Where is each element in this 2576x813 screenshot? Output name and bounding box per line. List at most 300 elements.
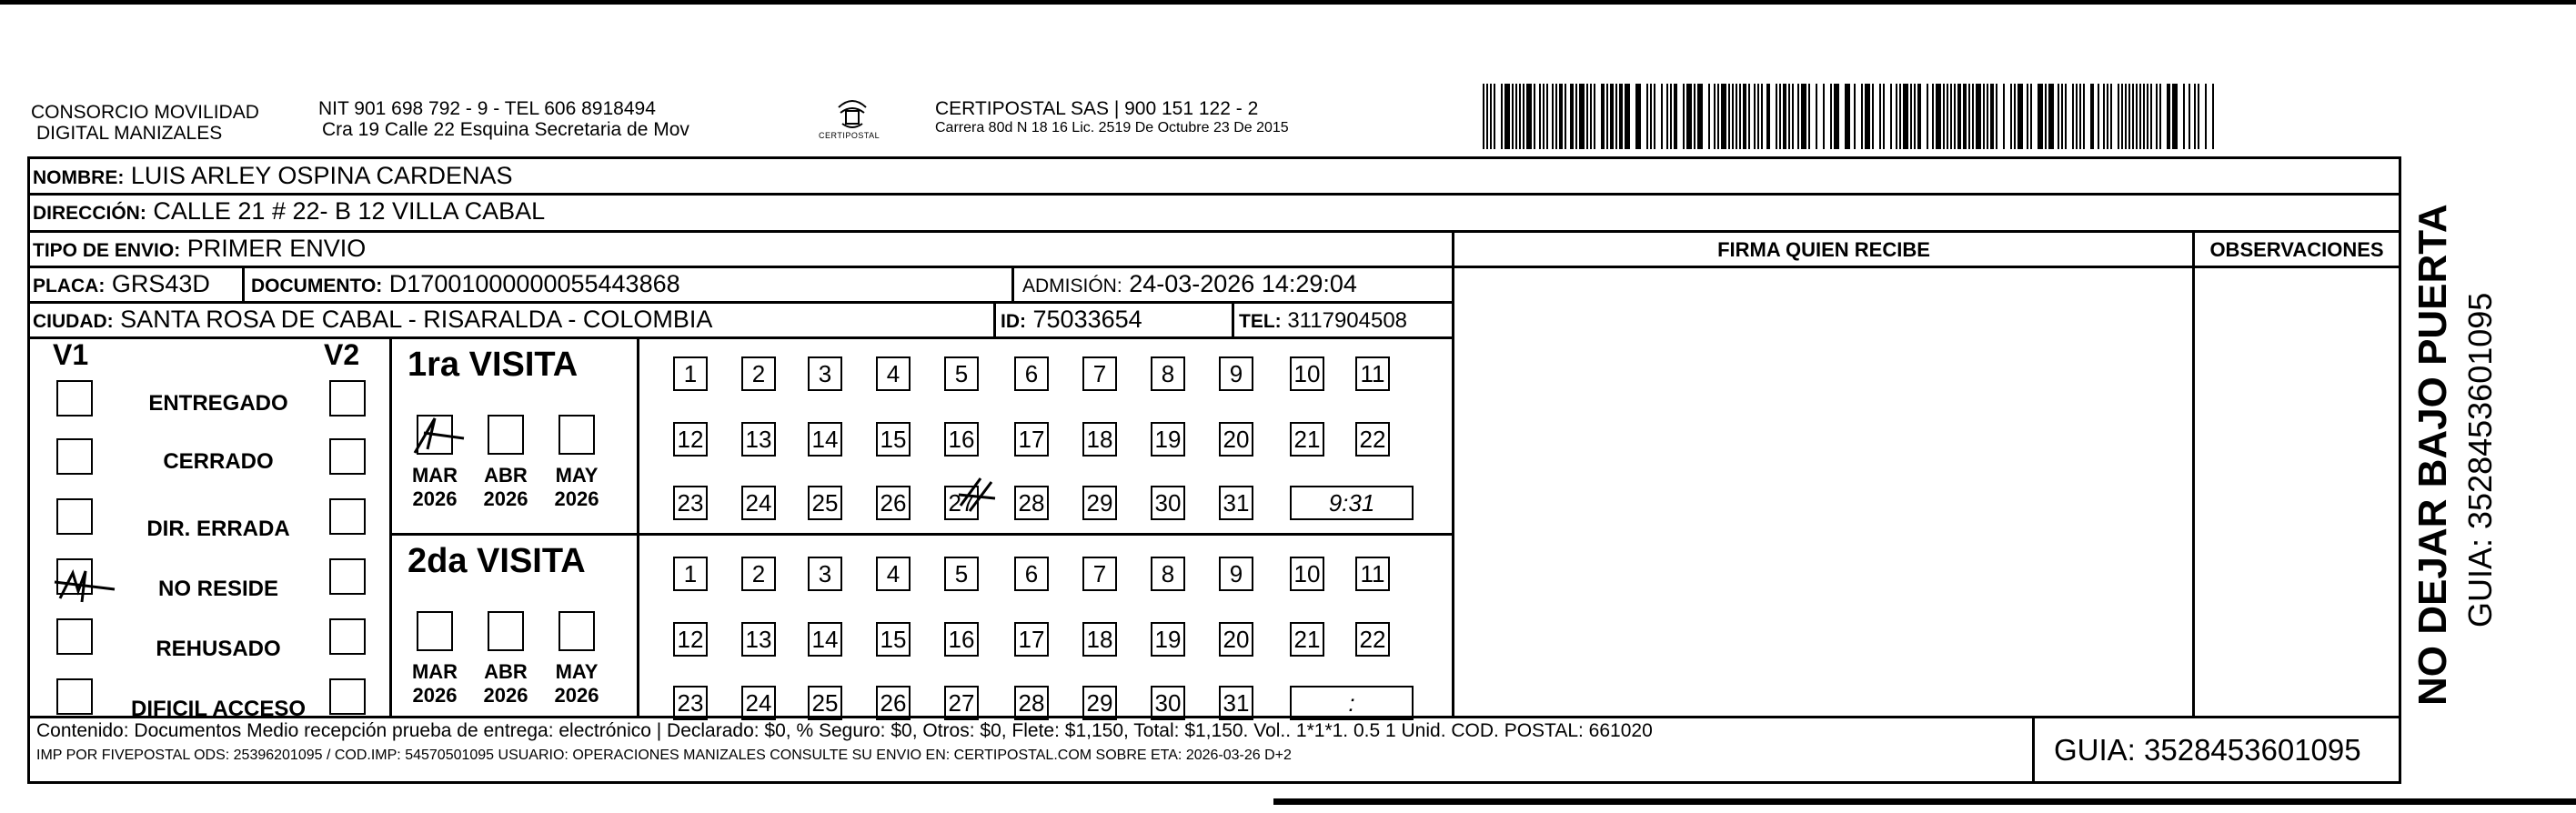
- barcode-bar: [2079, 84, 2081, 149]
- barcode-bar: [1834, 84, 1839, 149]
- barcode-bar: [1635, 84, 1641, 149]
- first-visit-title: 1ra VISITA: [408, 346, 579, 384]
- v1-checkbox[interactable]: [56, 618, 93, 655]
- handwritten-check-no-reside: [51, 555, 124, 609]
- barcode-bar: [1872, 84, 1874, 149]
- observaciones-header: OBSERVACIONES: [2209, 238, 2384, 261]
- month-name: MAY: [555, 660, 599, 683]
- barcode-bar: [1694, 84, 1696, 149]
- barcode-bar: [1947, 84, 1948, 149]
- day-box[interactable]: 24: [741, 486, 776, 520]
- barcode-bar: [1601, 84, 1605, 149]
- barcode-bar: [2045, 84, 2047, 149]
- barcode-bar: [1890, 84, 1892, 149]
- barcode-bar: [1650, 84, 1652, 149]
- barcode-bar: [1808, 84, 1810, 149]
- barcode-bar: [1779, 84, 1781, 149]
- barcode-bar: [1486, 84, 1488, 149]
- tel-value: 3117904508: [1287, 308, 1408, 333]
- month-checkbox[interactable]: [417, 611, 453, 651]
- barcode-bar: [1501, 84, 1503, 149]
- day-box[interactable]: 10: [1290, 356, 1324, 391]
- month-year: 2026: [412, 487, 458, 510]
- barcode-bar: [1534, 84, 1535, 149]
- day-box[interactable]: 29: [1082, 486, 1117, 520]
- barcode-bar: [2048, 84, 2054, 149]
- month-year: 2026: [483, 487, 528, 510]
- day-box[interactable]: 31: [1219, 686, 1253, 720]
- logo-text: CERTIPOSTAL: [819, 131, 880, 140]
- barcode-bar: [1914, 84, 1916, 149]
- barcode-bar: [1957, 84, 1961, 149]
- barcode-bar: [2018, 84, 2023, 149]
- barcode-bar: [1936, 84, 1941, 149]
- day-box[interactable]: 8: [1151, 356, 1185, 391]
- id-label: ID:: [1001, 311, 1026, 332]
- v2-checkbox[interactable]: [329, 498, 366, 535]
- bottom-edge: [1273, 798, 2576, 805]
- cell-divider: [1232, 301, 1234, 336]
- nombre-row: [33, 160, 513, 194]
- day-box[interactable]: 15: [876, 622, 911, 657]
- day-box[interactable]: 25: [808, 486, 842, 520]
- nit-info: [318, 98, 689, 140]
- row-divider: [27, 336, 1452, 339]
- barcode-bar: [2083, 84, 2085, 149]
- ciudad-label: CIUDAD:: [33, 311, 114, 332]
- barcode-bar: [1854, 84, 1856, 149]
- barcode-bar: [2118, 84, 2119, 149]
- month-label: [406, 660, 464, 708]
- barcode-bar: [2128, 84, 2130, 149]
- barcode-bar: [2194, 84, 2196, 149]
- barcode-bar: [1515, 84, 1517, 149]
- day-box[interactable]: 6: [1014, 557, 1049, 591]
- month-checkbox[interactable]: [488, 611, 524, 651]
- carrier-info: [935, 98, 1289, 137]
- day-box[interactable]: 9: [1219, 356, 1253, 391]
- barcode-bar: [1708, 84, 1710, 149]
- admision-value: 24-03-2026 14:29:04: [1129, 270, 1357, 297]
- day-box[interactable]: 8: [1151, 557, 1185, 591]
- day-box[interactable]: 3: [808, 557, 842, 591]
- barcode-bar: [1683, 84, 1685, 149]
- company-line2: DIGITAL MANIZALES: [36, 123, 223, 144]
- tipo-value: PRIMER ENVIO: [186, 235, 367, 262]
- documento-row: [251, 268, 680, 302]
- direccion-label: DIRECCIÓN:: [33, 203, 146, 224]
- barcode-bar: [1830, 84, 1832, 149]
- barcode-bar: [1610, 84, 1614, 149]
- barcode-bar: [1816, 84, 1817, 149]
- month-name: ABR: [484, 660, 528, 683]
- barcode-bar: [1494, 84, 1495, 149]
- day-box[interactable]: 31: [1219, 486, 1253, 520]
- month-name: MAR: [411, 464, 458, 487]
- barcode-bar: [1754, 84, 1756, 149]
- barcode-bar: [2061, 84, 2063, 149]
- month-checkbox[interactable]: [558, 415, 595, 455]
- barcode-bar: [1968, 84, 1970, 149]
- barcode-bar: [1903, 84, 1908, 149]
- barcode-bar: [1943, 84, 1945, 149]
- day-box[interactable]: 12: [673, 422, 708, 457]
- footer-line1: Contenido: Documentos Medio recepción prueba de entrega: electrónico | Declarado: $0, % Seguro: $0, Otros: $0, Flete: $1,150, Total: $1,150. Vol.. 1*1*1. 0.5 1 Unid. COD. POSTAL: 661020: [36, 720, 1653, 741]
- barcode-bar: [1555, 84, 1557, 149]
- barcode-bar: [2072, 84, 2074, 149]
- day-box[interactable]: 6: [1014, 356, 1049, 391]
- tel-row: [1239, 306, 1407, 337]
- day-box[interactable]: 29: [1082, 686, 1117, 720]
- barcode-bar: [2198, 84, 2199, 149]
- barcode-bar: [1761, 84, 1763, 149]
- direccion-value: CALLE 21 # 22- B 12 VILLA CABAL: [153, 197, 546, 225]
- day-box[interactable]: 20: [1219, 622, 1253, 657]
- barcode-bar: [1801, 84, 1806, 149]
- month-label: [477, 660, 535, 708]
- barcode-bar: [1697, 84, 1703, 149]
- barcode-bar: [1543, 84, 1545, 149]
- barcode-bar: [1721, 84, 1726, 149]
- barcode-bar: [1983, 84, 1985, 149]
- cell-divider: [993, 301, 996, 336]
- barcode-bar: [1996, 84, 1997, 149]
- nombre-label: NOMBRE:: [33, 167, 125, 188]
- barcode-bar: [2014, 84, 2016, 149]
- day-box[interactable]: 4: [876, 557, 911, 591]
- id-value: 75033654: [1032, 306, 1142, 333]
- obs-column-divider: [2192, 230, 2195, 716]
- v2-checkbox[interactable]: [329, 380, 366, 417]
- barcode-bar: [1565, 84, 1566, 149]
- barcode-bar: [1512, 84, 1514, 149]
- barcode-bar: [1932, 84, 1934, 149]
- barcode-bar: [1728, 84, 1730, 149]
- v1-checkbox[interactable]: [56, 438, 93, 475]
- barcode-bar: [1954, 84, 1956, 149]
- v2-header: V2: [324, 338, 360, 371]
- barcode-bar: [1606, 84, 1608, 149]
- footer-line2: IMP POR FIVEPOSTAL ODS: 25396201095 / COD.IMP: 54570501095 USUARIO: OPERACIONES MANIZALES CONSULTE SU ENVIO EN: CERTIPOSTAL.COM SOBRE ETA: 2026-03-26 D+2: [36, 748, 1292, 763]
- day-box[interactable]: 3: [808, 356, 842, 391]
- month-name: ABR: [484, 464, 528, 487]
- handwritten-check-mar: [408, 407, 471, 462]
- direccion-row: [33, 196, 545, 229]
- v2-checkbox[interactable]: [329, 438, 366, 475]
- day-box[interactable]: 22: [1355, 622, 1390, 657]
- day-box[interactable]: 11: [1355, 356, 1390, 391]
- day-box[interactable]: 11: [1355, 557, 1390, 591]
- barcode-bar: [2090, 84, 2094, 149]
- day-box[interactable]: 23: [673, 686, 708, 720]
- status-label: NO RESIDE: [157, 577, 279, 601]
- admision-row: [1022, 268, 1357, 302]
- v1-checkbox[interactable]: [56, 498, 93, 535]
- barcode-bar: [2189, 84, 2190, 149]
- nit-line2: Cra 19 Calle 22 Esquina Secretaria de Mov: [322, 119, 689, 140]
- status-label: ENTREGADO: [148, 391, 288, 416]
- barcode-bar: [2038, 84, 2043, 149]
- month-year: 2026: [412, 684, 458, 707]
- status-divider: [389, 336, 392, 716]
- barcode-bar: [1743, 84, 1746, 149]
- footer-divider: [27, 716, 2401, 718]
- barcode-bar: [1570, 84, 1574, 149]
- column-header-divider: [1452, 266, 2401, 268]
- month-name: MAR: [411, 660, 458, 683]
- month-label: [406, 464, 464, 511]
- cell-divider: [242, 266, 245, 301]
- day-box[interactable]: 28: [1014, 686, 1049, 720]
- day-box[interactable]: 28: [1014, 486, 1049, 520]
- company-name: [31, 102, 259, 144]
- barcode-bar: [1594, 84, 1595, 149]
- time-box[interactable]: :: [1290, 686, 1414, 720]
- barcode-bar: [1776, 84, 1777, 149]
- second-visit-title: 2da VISITA: [408, 542, 586, 580]
- barcode-bar: [1586, 84, 1588, 149]
- barcode-bar: [1523, 84, 1524, 149]
- footer-guia: GUIA: 3528453601095: [2054, 733, 2361, 767]
- month-year: 2026: [554, 684, 599, 707]
- month-label: [548, 464, 606, 511]
- barcode-bar: [1950, 84, 1952, 149]
- day-box[interactable]: 17: [1014, 622, 1049, 657]
- tipo-label: TIPO DE ENVIO:: [33, 240, 181, 261]
- handwritten-mark-day27: [955, 473, 1001, 518]
- barcode-bar: [2143, 84, 2145, 149]
- barcode-bar: [1899, 84, 1901, 149]
- visit-separator: [389, 533, 1452, 536]
- v1-header: V1: [53, 338, 89, 371]
- day-box[interactable]: 27: [944, 686, 979, 720]
- month-year: 2026: [483, 684, 528, 707]
- day-box[interactable]: 23: [673, 486, 708, 520]
- day-box[interactable]: 21: [1290, 622, 1324, 657]
- cell-divider: [1011, 266, 1014, 301]
- barcode-bar: [1963, 84, 1967, 149]
- month-label: [477, 464, 535, 511]
- status-label: CERRADO: [163, 449, 274, 474]
- barcode-bar: [2136, 84, 2138, 149]
- barcode-bar: [1783, 84, 1786, 149]
- day-box[interactable]: 2: [741, 356, 776, 391]
- barcode-bar: [1797, 84, 1799, 149]
- barcode-bar: [2205, 84, 2207, 149]
- barcode: [1483, 84, 2219, 149]
- barcode-bar: [1666, 84, 1668, 149]
- day-box[interactable]: 14: [808, 622, 842, 657]
- barcode-bar: [1504, 84, 1510, 149]
- month-name: MAY: [555, 464, 599, 487]
- side-guia: GUIA: 3528453601095: [2461, 292, 2499, 627]
- firma-header: FIRMA QUIEN RECIBE: [1717, 238, 1930, 261]
- day-box[interactable]: 7: [1082, 557, 1117, 591]
- month-year: 2026: [554, 487, 599, 510]
- barcode-bar: [1590, 84, 1592, 149]
- day-box[interactable]: 7: [1082, 356, 1117, 391]
- barcode-bar: [2172, 84, 2178, 149]
- barcode-bar: [1736, 84, 1737, 149]
- day-box[interactable]: 16: [944, 622, 979, 657]
- barcode-bar: [1927, 84, 1928, 149]
- barcode-bar: [1845, 84, 1850, 149]
- barcode-bar: [1910, 84, 1912, 149]
- barcode-bar: [1766, 84, 1770, 149]
- barcode-bar: [1646, 84, 1648, 149]
- day-box[interactable]: 19: [1151, 622, 1185, 657]
- placa-label: PLACA:: [33, 276, 106, 296]
- side-warning: NO DEJAR BAJO PUERTA: [2410, 204, 2455, 706]
- placa-value: GRS43D: [111, 270, 210, 297]
- barcode-bar: [1823, 84, 1825, 149]
- day-box[interactable]: 21: [1290, 422, 1324, 457]
- month-checkbox[interactable]: [558, 611, 595, 651]
- carrier-line1: CERTIPOSTAL SAS | 900 151 122 - 2: [935, 98, 1259, 119]
- barcode-bar: [2147, 84, 2148, 149]
- barcode-bar: [1865, 84, 1870, 149]
- v2-checkbox[interactable]: [329, 618, 366, 655]
- v1-checkbox[interactable]: [56, 380, 93, 417]
- barcode-bar: [1917, 84, 1921, 149]
- barcode-bar: [2132, 84, 2134, 149]
- barcode-bar: [2065, 84, 2067, 149]
- day-box[interactable]: 18: [1082, 422, 1117, 457]
- v2-checkbox[interactable]: [329, 678, 366, 715]
- ciudad-row: [33, 304, 712, 337]
- barcode-bar: [2121, 84, 2123, 149]
- barcode-bar: [1579, 84, 1585, 149]
- day-box[interactable]: 12: [673, 622, 708, 657]
- day-box[interactable]: 30: [1151, 686, 1185, 720]
- day-box[interactable]: 17: [1014, 422, 1049, 457]
- barcode-bar: [1490, 84, 1492, 149]
- footer-guia-divider: [2032, 716, 2035, 784]
- barcode-bar: [1539, 84, 1541, 149]
- v1-checkbox[interactable]: [56, 678, 93, 715]
- day-box[interactable]: 25: [808, 686, 842, 720]
- barcode-bar: [1879, 84, 1881, 149]
- barcode-bar: [2139, 84, 2141, 149]
- day-box[interactable]: 27: [944, 486, 979, 520]
- day-box[interactable]: 16: [944, 422, 979, 457]
- day-box[interactable]: 20: [1219, 422, 1253, 457]
- barcode-bar: [1714, 84, 1716, 149]
- time-box[interactable]: 9:31: [1290, 486, 1414, 520]
- barcode-bar: [2183, 84, 2185, 149]
- barcode-bar: [2003, 84, 2005, 149]
- day-box[interactable]: 19: [1151, 422, 1185, 457]
- day-box[interactable]: 9: [1219, 557, 1253, 591]
- barcode-bar: [1987, 84, 1988, 149]
- barcode-bar: [2076, 84, 2078, 149]
- row-divider: [27, 230, 2401, 233]
- barcode-bar: [1861, 84, 1863, 149]
- visit-divider: [637, 336, 639, 716]
- certipostal-logo: [811, 91, 893, 146]
- day-box[interactable]: 26: [876, 486, 911, 520]
- barcode-bar: [1575, 84, 1577, 149]
- barcode-bar: [2156, 84, 2158, 149]
- barcode-bar: [1748, 84, 1750, 149]
- status-label: REHUSADO: [156, 637, 281, 661]
- day-box[interactable]: 15: [876, 422, 911, 457]
- barcode-bar: [1519, 84, 1521, 149]
- barcode-bar: [1546, 84, 1548, 149]
- barcode-bar: [1552, 84, 1554, 149]
- day-box[interactable]: 5: [944, 557, 979, 591]
- barcode-bar: [2098, 84, 2099, 149]
- day-box[interactable]: 13: [741, 422, 776, 457]
- barcode-bar: [1619, 84, 1623, 149]
- day-box[interactable]: 4: [876, 356, 911, 391]
- tipo-row: [33, 233, 366, 266]
- barcode-bar: [1654, 84, 1655, 149]
- day-box[interactable]: 13: [741, 622, 776, 657]
- top-border: [0, 0, 2576, 5]
- barcode-bar: [1483, 84, 1484, 149]
- status-label: DIR. ERRADA: [146, 517, 290, 541]
- barcode-bar: [1526, 84, 1532, 149]
- barcode-bar: [2125, 84, 2127, 149]
- barcode-bar: [1717, 84, 1719, 149]
- day-box[interactable]: 22: [1355, 422, 1390, 457]
- barcode-bar: [2110, 84, 2112, 149]
- barcode-bar: [2103, 84, 2105, 149]
- day-box[interactable]: 30: [1151, 486, 1185, 520]
- barcode-bar: [1757, 84, 1759, 149]
- carrier-line2: Carrera 80d N 18 16 Lic. 2519 De Octubre 23 De 2015: [935, 120, 1289, 136]
- company-line1: CONSORCIO MOVILIDAD: [31, 102, 259, 123]
- barcode-bar: [2010, 84, 2012, 149]
- barcode-bar: [1788, 84, 1790, 149]
- barcode-bar: [1670, 84, 1672, 149]
- barcode-bar: [1972, 84, 1974, 149]
- admision-label: ADMISIÓN:: [1022, 276, 1122, 296]
- day-box[interactable]: 2: [741, 557, 776, 591]
- barcode-bar: [2058, 84, 2059, 149]
- barcode-bar: [2030, 84, 2032, 149]
- documento-value: D17001000000055443868: [388, 270, 680, 297]
- barcode-bar: [2027, 84, 2028, 149]
- nombre-value: LUIS ARLEY OSPINA CARDENAS: [130, 162, 513, 189]
- placa-row: [33, 268, 210, 302]
- day-box[interactable]: 5: [944, 356, 979, 391]
- documento-label: DOCUMENTO:: [251, 276, 383, 296]
- month-checkbox[interactable]: [488, 415, 524, 455]
- day-box[interactable]: 1: [673, 356, 708, 391]
- firma-column-divider: [1452, 230, 1454, 716]
- barcode-bar: [1883, 84, 1885, 149]
- nit-line1: NIT 901 698 792 - 9 - TEL 606 8918494: [318, 98, 656, 119]
- day-box[interactable]: 26: [876, 686, 911, 720]
- barcode-bar: [1990, 84, 1994, 149]
- barcode-bar: [1792, 84, 1794, 149]
- barcode-bar: [1732, 84, 1734, 149]
- day-box[interactable]: 1: [673, 557, 708, 591]
- day-box[interactable]: 14: [808, 422, 842, 457]
- day-box[interactable]: 18: [1082, 622, 1117, 657]
- tel-label: TEL:: [1239, 311, 1282, 332]
- day-box[interactable]: 10: [1290, 557, 1324, 591]
- barcode-bar: [2167, 84, 2170, 149]
- barcode-bar: [1896, 84, 1897, 149]
- barcode-bar: [1559, 84, 1563, 149]
- v2-checkbox[interactable]: [329, 558, 366, 595]
- barcode-bar: [2159, 84, 2161, 149]
- day-box[interactable]: 24: [741, 686, 776, 720]
- id-row: [1001, 304, 1142, 337]
